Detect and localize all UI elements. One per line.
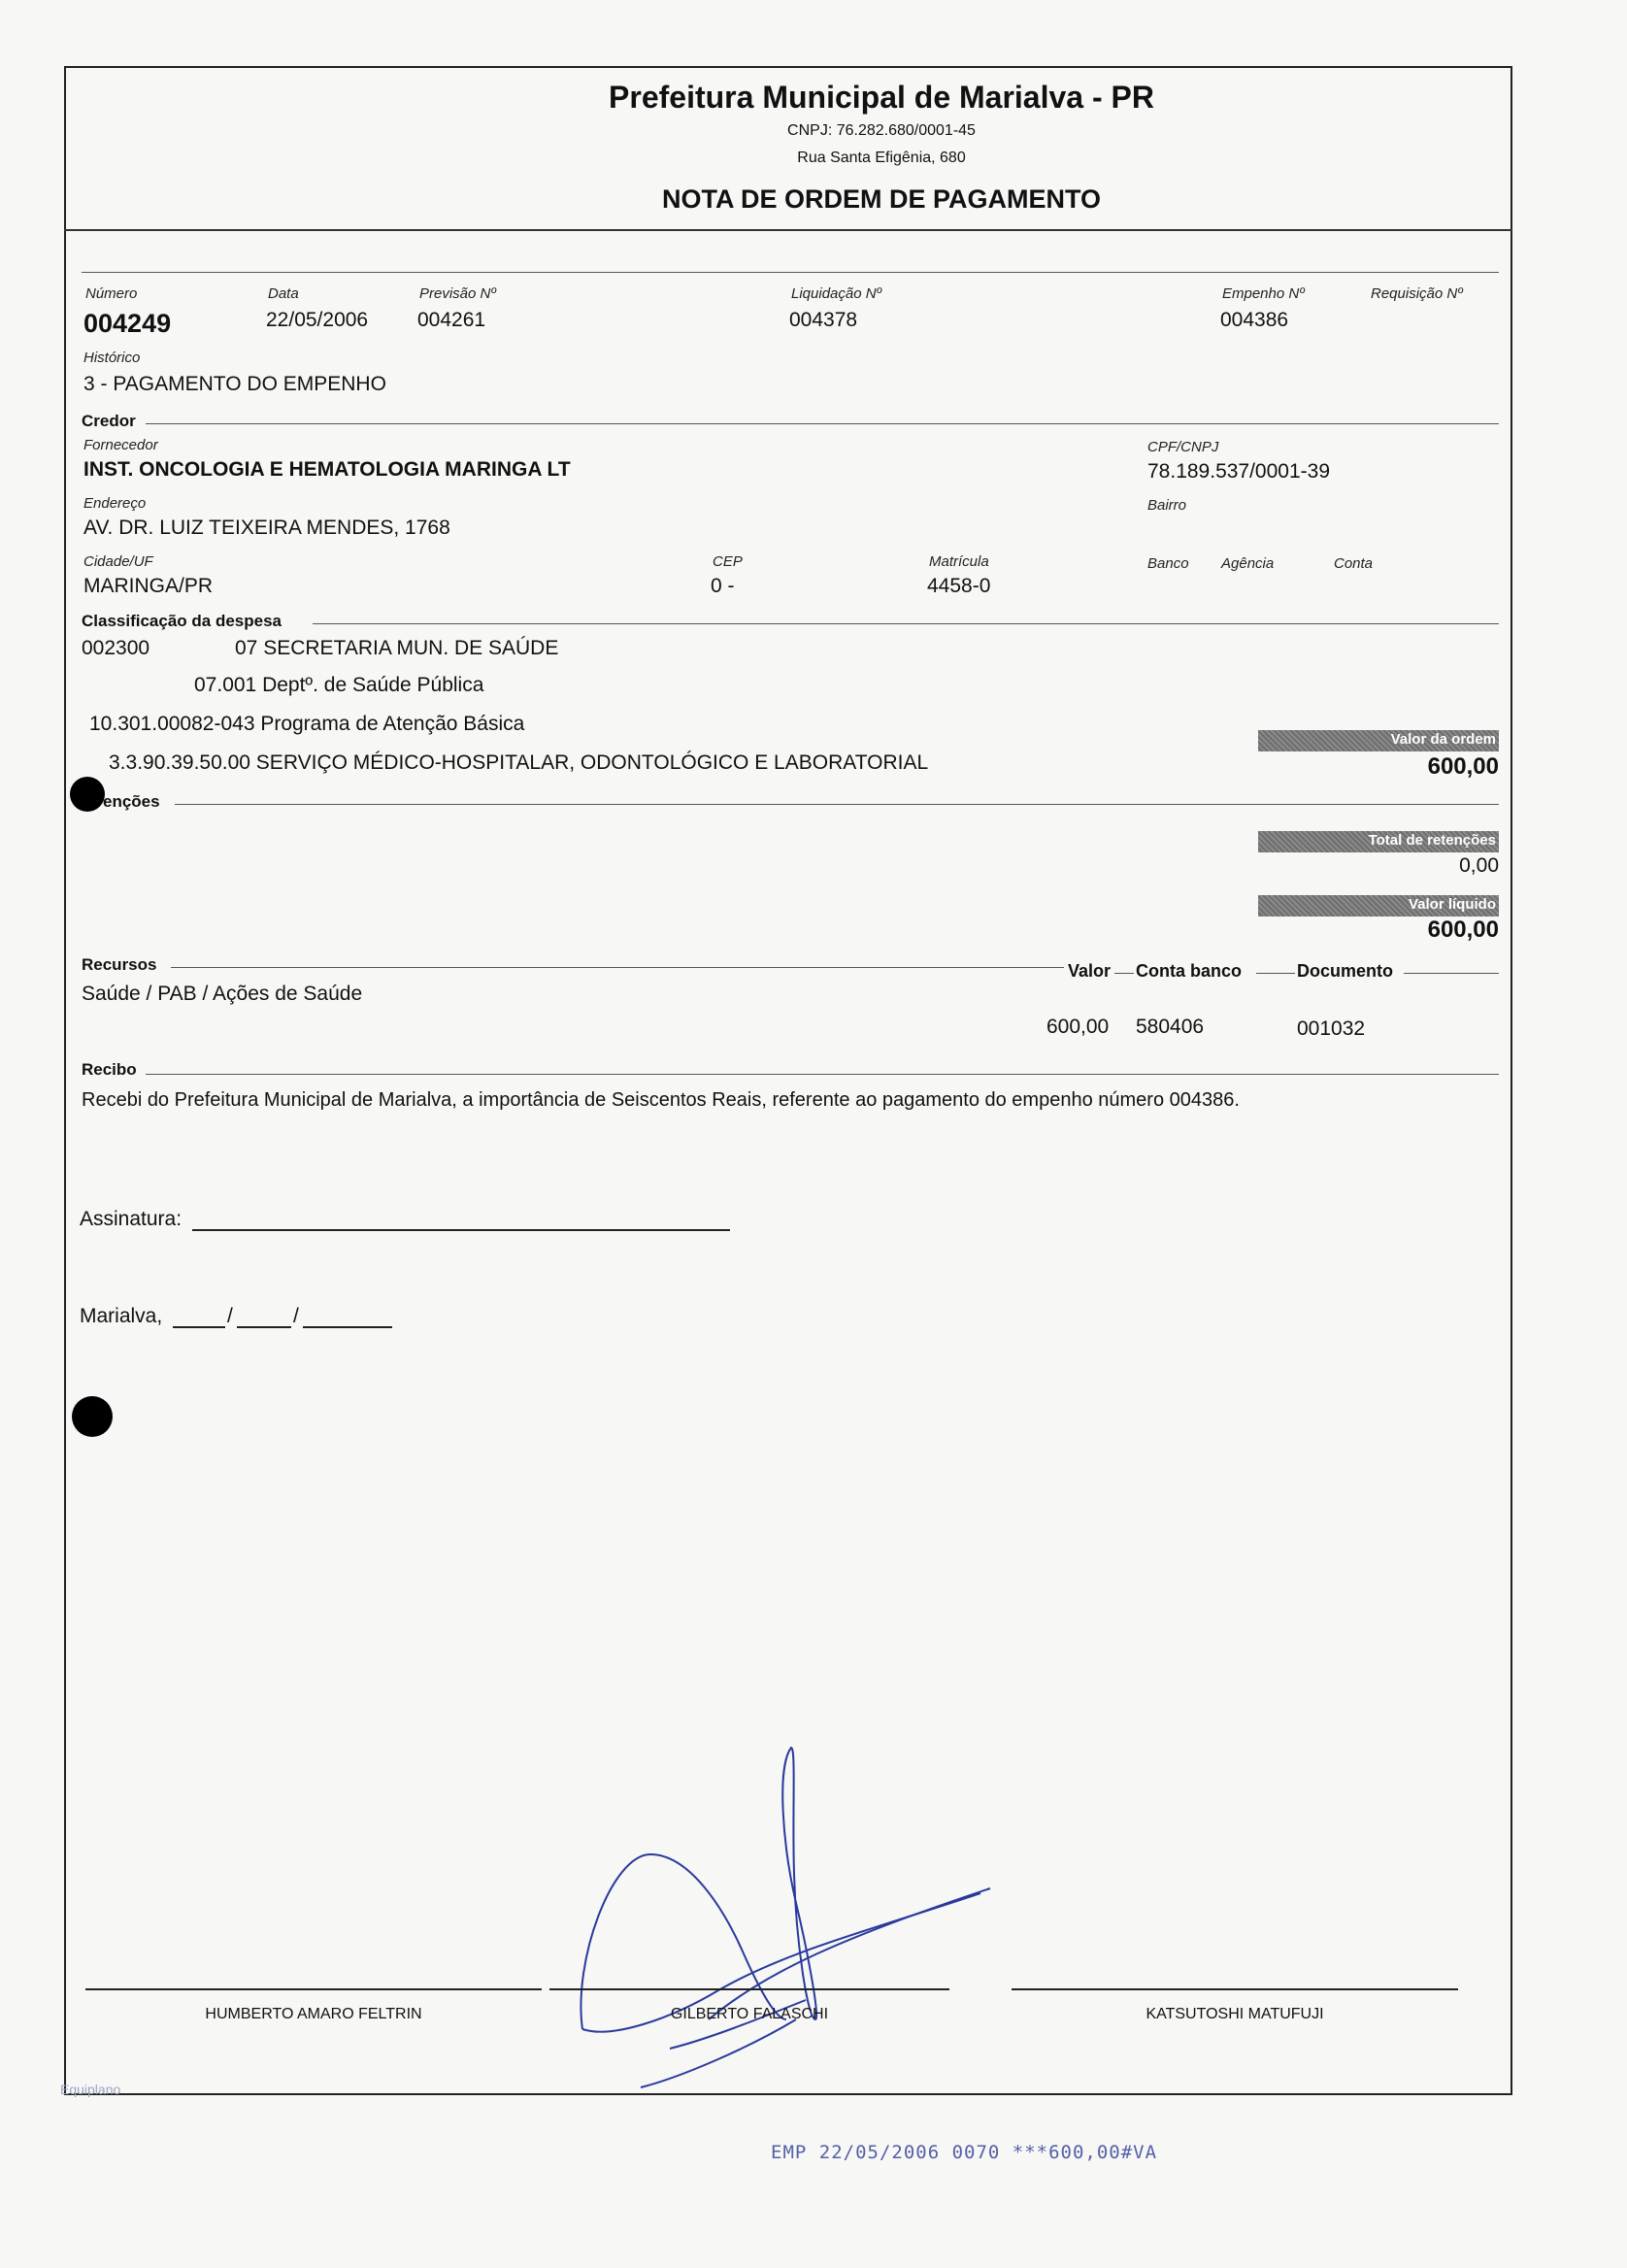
doc-title: NOTA DE ORDEM DE PAGAMENTO xyxy=(661,184,1101,214)
endereco-label: Endereço xyxy=(83,495,147,512)
date-slash-2: / xyxy=(293,1305,299,1327)
total-retencoes-value: 0,00 xyxy=(1459,854,1499,877)
software-watermark: Equiplano xyxy=(60,2082,121,2097)
recursos-line-2 xyxy=(1114,973,1134,974)
recursos-line xyxy=(171,967,1064,968)
classificacao-section: Classificação da despesa xyxy=(82,612,282,630)
elemento-text: 3.3.90.39.50.00 SERVIÇO MÉDICO-HOSPITALAR, ODONTOLÓGICO E LABORATORIAL xyxy=(109,751,929,774)
previsao-value: 004261 xyxy=(417,309,486,331)
recursos-conta-label: Conta banco xyxy=(1136,961,1243,981)
punch-hole-bottom xyxy=(72,1396,113,1437)
recibo-section: Recibo xyxy=(82,1060,137,1079)
empenho-label: Empenho Nº xyxy=(1222,285,1305,302)
credor-section: Credor xyxy=(82,412,136,430)
bairro-label: Bairro xyxy=(1147,497,1187,514)
cep-value: 0 - xyxy=(711,575,735,597)
punch-hole-top xyxy=(70,777,105,812)
recursos-section: Recursos xyxy=(82,955,157,974)
secretaria-text: 07 SECRETARIA MUN. DE SAÚDE xyxy=(235,637,559,659)
data-value: 22/05/2006 xyxy=(266,309,369,331)
classificacao-line xyxy=(313,623,1499,624)
cpf-label: CPF/CNPJ xyxy=(1147,439,1219,455)
banco-label: Banco xyxy=(1147,555,1189,572)
valor-ordem-value: 600,00 xyxy=(1427,753,1499,780)
fields-top-line xyxy=(82,272,1499,273)
header-divider xyxy=(64,229,1512,231)
signature-name-2: GILBERTO FALASCHI xyxy=(670,2006,829,2022)
fornecedor-label: Fornecedor xyxy=(83,437,158,453)
recursos-documento: 001032 xyxy=(1297,1017,1366,1040)
recursos-conta: 580406 xyxy=(1136,1016,1205,1038)
assinatura-label: Assinatura: xyxy=(80,1208,183,1230)
endereco-value: AV. DR. LUIZ TEIXEIRA MENDES, 1768 xyxy=(83,517,450,539)
date-slash-1: / xyxy=(227,1305,233,1327)
historico-label: Histórico xyxy=(83,350,141,366)
cidade-label: Cidade/UF xyxy=(83,553,153,570)
programa-text: 10.301.00082-043 Programa de Atenção Básica xyxy=(89,713,525,735)
address-text: Rua Santa Efigênia, 680 xyxy=(797,150,966,166)
liquidacao-label: Liquidação Nº xyxy=(791,285,882,302)
recursos-descricao: Saúde / PAB / Ações de Saúde xyxy=(82,983,363,1005)
retencoes-section: enções xyxy=(103,792,160,811)
page-title: Prefeitura Municipal de Marialva - PR xyxy=(609,80,1154,115)
conta-label: Conta xyxy=(1334,555,1374,572)
handwritten-signature xyxy=(553,1728,1010,2097)
historico-value: 3 - PAGAMENTO DO EMPENHO xyxy=(83,373,386,395)
cnpj-text: CNPJ: 76.282.680/0001-45 xyxy=(787,122,976,139)
signature-line-2 xyxy=(549,1988,949,1990)
credor-line xyxy=(146,423,1499,424)
signature-name-1: HUMBERTO AMARO FELTRIN xyxy=(205,2006,422,2022)
date-line-year xyxy=(303,1326,392,1328)
valor-ordem-label: Valor da ordem xyxy=(1258,730,1499,751)
requisicao-label: Requisição Nº xyxy=(1371,285,1463,302)
total-retencoes-label: Total de retenções xyxy=(1258,831,1499,852)
assinatura-line xyxy=(192,1229,730,1231)
cpf-value: 78.189.537/0001-39 xyxy=(1147,460,1331,483)
dept-text: 07.001 Deptº. de Saúde Pública xyxy=(194,674,484,696)
retencoes-line xyxy=(175,804,1499,805)
recursos-valor-label: Valor xyxy=(1068,961,1112,981)
recursos-documento-label: Documento xyxy=(1297,961,1393,981)
previsao-label: Previsão Nº xyxy=(419,285,496,302)
signature-line-1 xyxy=(85,1988,542,1990)
cep-label: CEP xyxy=(713,553,743,570)
matricula-label: Matrícula xyxy=(929,553,989,570)
signature-name-3: KATSUTOSHI MATUFUJI xyxy=(1146,2006,1324,2022)
valor-liquido-value: 600,00 xyxy=(1427,917,1499,943)
local-label: Marialva, xyxy=(80,1305,163,1327)
fornecedor-value: INST. ONCOLOGIA E HEMATOLOGIA MARINGA LT xyxy=(83,458,571,481)
valor-liquido-label: Valor líquido xyxy=(1258,895,1499,917)
recursos-line-4 xyxy=(1404,973,1499,974)
signature-line-3 xyxy=(1012,1988,1458,1990)
date-line-day xyxy=(173,1326,225,1328)
date-line-month xyxy=(237,1326,291,1328)
numero-label: Número xyxy=(85,285,138,302)
recibo-text: Recebi do Prefeitura Municipal de Marialva, a importância de Seiscentos Reais, referente ao pagamento do empenho número 004386. xyxy=(82,1089,1240,1111)
numero-value: 004249 xyxy=(83,309,172,338)
empenho-value: 004386 xyxy=(1220,309,1289,331)
recursos-line-3 xyxy=(1256,973,1295,974)
cidade-value: MARINGA/PR xyxy=(83,575,214,597)
agencia-label: Agência xyxy=(1221,555,1275,572)
classificacao-code: 002300 xyxy=(82,637,150,659)
recursos-valor: 600,00 xyxy=(1046,1016,1110,1038)
matricula-value: 4458-0 xyxy=(927,575,991,597)
recibo-line xyxy=(146,1074,1499,1075)
validation-stamp: EMP 22/05/2006 0070 ***600,00#VA xyxy=(771,2142,1158,2163)
liquidacao-value: 004378 xyxy=(789,309,858,331)
data-label: Data xyxy=(268,285,299,302)
